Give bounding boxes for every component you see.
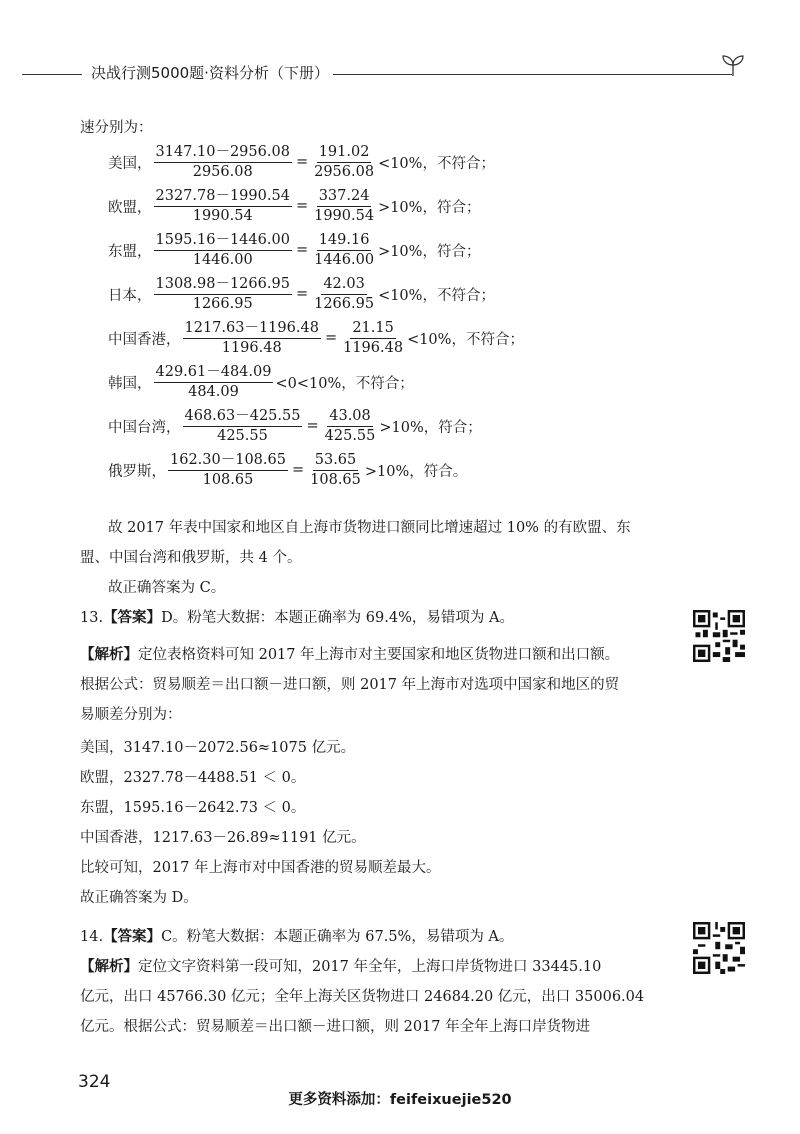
fraction-row-result: >10%，符合；: [378, 199, 481, 216]
running-header: [0, 56, 800, 90]
fraction-simplified: [323, 407, 378, 446]
denominator: 1196.48: [343, 339, 404, 356]
conclusion-line-2: 盟、中国台湾和俄罗斯，共 4 个。: [80, 550, 302, 566]
header-rule-left: [22, 74, 82, 75]
fraction-row: [108, 316, 524, 360]
fraction-row-label: 中国台湾，: [108, 419, 181, 436]
equals-sign: =: [306, 418, 319, 434]
sprout-icon: [718, 52, 748, 78]
fraction-expression: [154, 231, 292, 270]
fraction-row: [108, 448, 467, 492]
fraction-row-label: 中国香港，: [108, 331, 181, 348]
numerator: 2327.78－1990.54: [154, 187, 292, 207]
fraction-row-result: <10%，不符合；: [378, 287, 495, 304]
qr-code-icon[interactable]: [693, 610, 745, 662]
fraction-simplified: [312, 231, 376, 270]
fraction-row-label: 东盟，: [108, 243, 152, 260]
equals-sign: =: [295, 154, 309, 170]
fraction-simplified: [341, 319, 405, 358]
fraction-row-result: >10%，符合；: [378, 243, 481, 260]
fraction-expression: [183, 407, 303, 446]
fraction-row-label: 日本，: [108, 287, 152, 304]
q13-analysis-line-2: 根据公式：贸易顺差＝出口额－进口额，则 2017 年上海市对选项中国家和地区的贸: [80, 677, 620, 693]
fraction-row: [108, 184, 480, 228]
fraction-simplified: [312, 275, 376, 314]
fraction-row: [108, 404, 482, 448]
fraction-row: [108, 360, 414, 404]
fraction-row-result: <10%，不符合；: [378, 155, 495, 172]
equals-sign: =: [295, 198, 309, 214]
numerator: 1595.16－1446.00: [154, 231, 292, 251]
fraction-expression: [154, 363, 274, 402]
denominator: 425.55: [324, 427, 376, 444]
numerator: 337.24: [317, 187, 372, 207]
q14-analysis-line-2: 亿元，出口 45766.30 亿元；全年上海关区货物进口 24684.20 亿元，出口 35006.04: [80, 989, 645, 1005]
equals-sign: =: [295, 286, 309, 302]
equals-sign: =: [291, 462, 305, 478]
q13-answer-line: [80, 608, 514, 628]
fraction-row-result: >10%，符合；: [379, 419, 482, 436]
denominator: 1266.95: [314, 295, 375, 312]
numerator: 21.15: [350, 319, 396, 339]
denominator: 1446.00: [314, 251, 375, 268]
denominator: 1990.54: [314, 207, 375, 224]
numerator: 42.03: [321, 275, 367, 295]
q13-answer: 故正确答案为 D。: [80, 890, 198, 906]
conclusion-line-1: 故 2017 年表中国家和地区自上海市货物进口额同比增速超过 10% 的有欧盟、东: [108, 520, 631, 536]
fraction-row: [108, 140, 495, 184]
header-rule-right: [312, 74, 732, 75]
q13-item-eu: 欧盟，2327.78－4488.51 ＜ 0。: [80, 770, 306, 786]
fraction-expression: [154, 143, 292, 182]
fraction-row-label: 俄罗斯，: [108, 463, 166, 480]
numerator: 1308.98－1266.95: [154, 275, 292, 295]
denominator: 425.55: [217, 427, 268, 444]
equals-sign: =: [295, 242, 309, 258]
fraction-row-result: <0<10%，不符合；: [275, 375, 414, 392]
fraction-row-label: 欧盟，: [108, 199, 152, 216]
header-title: 决战行测5000题·资料分析（下册）: [87, 62, 333, 83]
q13-item-usa: 美国，3147.10－2072.56≈1075 亿元。: [80, 740, 356, 756]
fraction-expression: [168, 451, 288, 490]
fraction-simplified: [308, 451, 363, 490]
qr-code-icon[interactable]: [693, 922, 745, 974]
intro-text: 速分别为：: [80, 120, 153, 136]
fraction-simplified: [312, 143, 376, 182]
q13-answer-tag: 【答案】: [103, 609, 162, 626]
denominator: 108.65: [202, 471, 254, 488]
fraction-row-label: 美国，: [108, 155, 152, 172]
q14-analysis-line-3: 亿元。根据公式：贸易顺差＝出口额－进口额，则 2017 年全年上海口岸货物进: [80, 1019, 591, 1035]
q14-number: 14.: [80, 929, 104, 945]
q14-answer-line: [80, 927, 513, 947]
fraction-row: [108, 272, 495, 316]
numerator: 1217.63－1196.48: [183, 319, 321, 339]
q14-answer-text: C。粉笔大数据：本题正确率为 67.5%，易错项为 A。: [161, 929, 514, 945]
q14-analysis-line-1: [80, 957, 601, 977]
denominator: 1196.48: [221, 339, 282, 356]
numerator: 53.65: [313, 451, 359, 471]
numerator: 3147.10－2956.08: [154, 143, 292, 163]
q13-item-hongkong: 中国香港，1217.63－26.89≈1191 亿元。: [80, 830, 366, 846]
numerator: 149.16: [317, 231, 372, 251]
q14-answer-tag: 【答案】: [103, 928, 162, 945]
fraction-row-label: 韩国，: [108, 375, 152, 392]
numerator: 43.08: [327, 407, 373, 427]
denominator: 2956.08: [192, 163, 253, 180]
equals-sign: =: [324, 330, 338, 346]
denominator: 1266.95: [192, 295, 253, 312]
denominator: 484.09: [188, 383, 239, 400]
fraction-simplified: [312, 187, 376, 226]
q14-analysis-tag: 【解析】: [80, 958, 138, 975]
denominator: 108.65: [310, 471, 361, 488]
numerator: 429.61－484.09: [154, 363, 274, 383]
fraction-expression: [183, 319, 321, 358]
numerator: 468.63－425.55: [183, 407, 303, 427]
q13-item-asean: 东盟，1595.16－2642.73 ＜ 0。: [80, 800, 306, 816]
q13-analysis-text-1: 定位表格资料可知 2017 年上海市对主要国家和地区货物进口额和出口额。: [138, 647, 620, 663]
fraction-row-result: >10%，符合。: [364, 463, 468, 480]
numerator: 191.02: [317, 143, 372, 163]
numerator: 162.30－108.65: [168, 451, 288, 471]
q14-analysis-text-1: 定位文字资料第一段可知，2017 年全年，上海口岸货物进口 33445.10: [138, 959, 602, 975]
fraction-row: [108, 228, 480, 272]
q13-number: 13.: [80, 610, 104, 626]
q13-analysis-line-3: 易顺差分别为：: [80, 707, 182, 723]
q13-answer-text: D。粉笔大数据：本题正确率为 69.4%，易错项为 A。: [161, 610, 514, 626]
fraction-expression: [154, 275, 292, 314]
fraction-expression: [154, 187, 292, 226]
footer-note: 更多资料添加：feifeixuejie520: [288, 1092, 512, 1108]
fraction-row-result: <10%，不符合；: [407, 331, 524, 348]
denominator: 1446.00: [192, 251, 253, 268]
q13-compare: 比较可知，2017 年上海市对中国香港的贸易顺差最大。: [80, 860, 441, 876]
page-number: 324: [78, 1072, 111, 1092]
denominator: 1990.54: [192, 207, 253, 224]
q13-analysis-tag: 【解析】: [80, 646, 138, 663]
answer-c: 故正确答案为 C。: [108, 580, 226, 596]
q13-analysis-line-1: [80, 645, 619, 665]
denominator: 2956.08: [314, 163, 375, 180]
